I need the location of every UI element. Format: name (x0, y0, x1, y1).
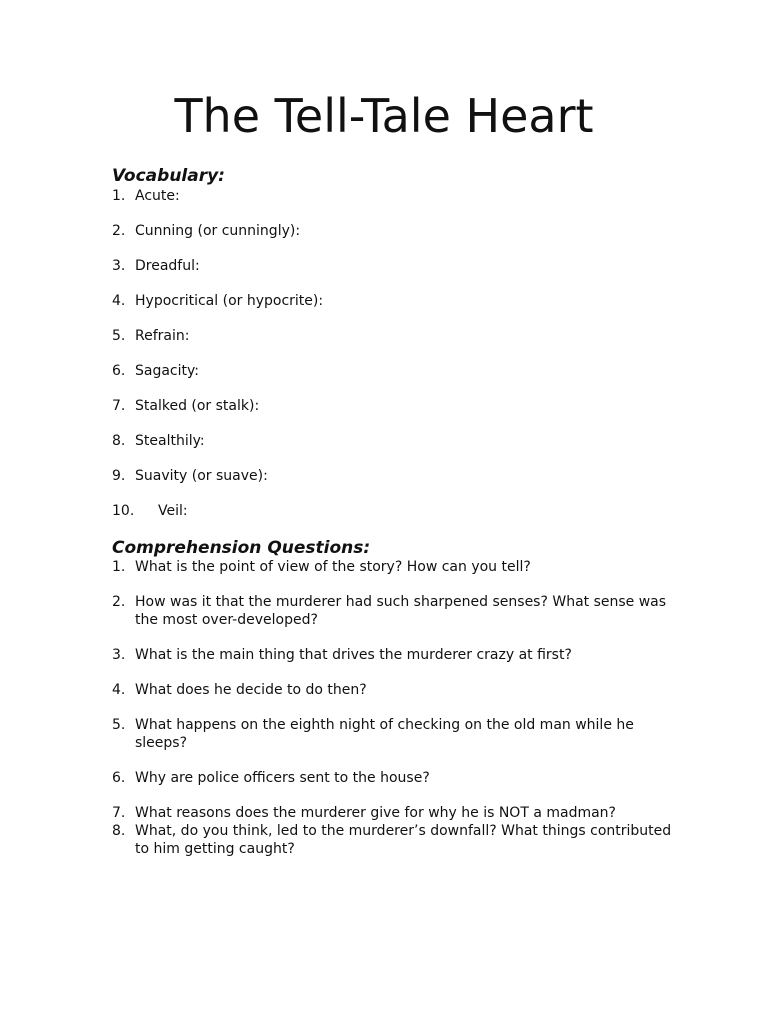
question-text: What reasons does the murderer give for why he is NOT a madman? (135, 805, 616, 821)
item-number: 5. (112, 328, 126, 344)
vocabulary-term: Cunning (or cunningly): (135, 223, 301, 239)
vocabulary-term: Acute: (135, 188, 180, 204)
question-item (112, 822, 672, 858)
vocabulary-term: Veil: (158, 503, 188, 519)
item-number: 1. (112, 188, 126, 204)
item-number: 9. (112, 468, 126, 484)
item-number: 5. (112, 717, 126, 733)
item-number: 2. (112, 223, 126, 239)
vocabulary-item (112, 187, 672, 205)
item-number: 4. (112, 682, 126, 698)
vocabulary-item (112, 257, 672, 275)
vocabulary-term: Stealthily: (135, 433, 205, 449)
question-text: What is the main thing that drives the murderer crazy at first? (135, 647, 572, 663)
item-number: 8. (112, 823, 126, 839)
question-item (112, 769, 672, 787)
question-item (112, 558, 672, 576)
question-text: What happens on the eighth night of checking on the old man while he sleeps? (135, 717, 634, 751)
item-number: 8. (112, 433, 126, 449)
item-number: 2. (112, 594, 126, 610)
vocabulary-item (112, 397, 672, 415)
comprehension-heading: Comprehension Questions: (112, 538, 371, 558)
question-item (112, 681, 672, 699)
question-text: How was it that the murderer had such sharpened senses? What sense was the most over-developed? (135, 594, 667, 628)
item-number: 6. (112, 770, 126, 786)
item-number: 4. (112, 293, 126, 309)
question-text: What, do you think, led to the murderer’s downfall? What things contributed to him getting caught? (135, 823, 672, 857)
vocabulary-item (112, 222, 672, 240)
item-number: 3. (112, 647, 126, 663)
vocabulary-term: Sagacity: (135, 363, 199, 379)
vocabulary-item (112, 502, 672, 520)
question-item (112, 716, 672, 752)
item-number: 10. (112, 503, 135, 519)
vocabulary-term: Stalked (or stalk): (135, 398, 260, 414)
vocabulary-item (112, 327, 672, 345)
vocabulary-heading: Vocabulary: (112, 166, 225, 186)
item-number: 7. (112, 805, 126, 821)
question-item (112, 804, 672, 822)
item-number: 6. (112, 363, 126, 379)
question-text: What is the point of view of the story? How can you tell? (135, 559, 531, 575)
vocabulary-term: Dreadful: (135, 258, 200, 274)
vocabulary-term: Hypocritical (or hypocrite): (135, 293, 324, 309)
vocabulary-item (112, 467, 672, 485)
item-number: 1. (112, 559, 126, 575)
item-number: 3. (112, 258, 126, 274)
vocabulary-item (112, 362, 672, 380)
vocabulary-item (112, 292, 672, 310)
item-number: 7. (112, 398, 126, 414)
vocabulary-term: Suavity (or suave): (135, 468, 268, 484)
question-item (112, 593, 672, 629)
question-text: Why are police officers sent to the house? (135, 770, 430, 786)
vocabulary-term: Refrain: (135, 328, 190, 344)
question-text: What does he decide to do then? (135, 682, 367, 698)
page-title: The Tell-Tale Heart (174, 89, 594, 143)
vocabulary-item (112, 432, 672, 450)
question-item (112, 646, 672, 664)
